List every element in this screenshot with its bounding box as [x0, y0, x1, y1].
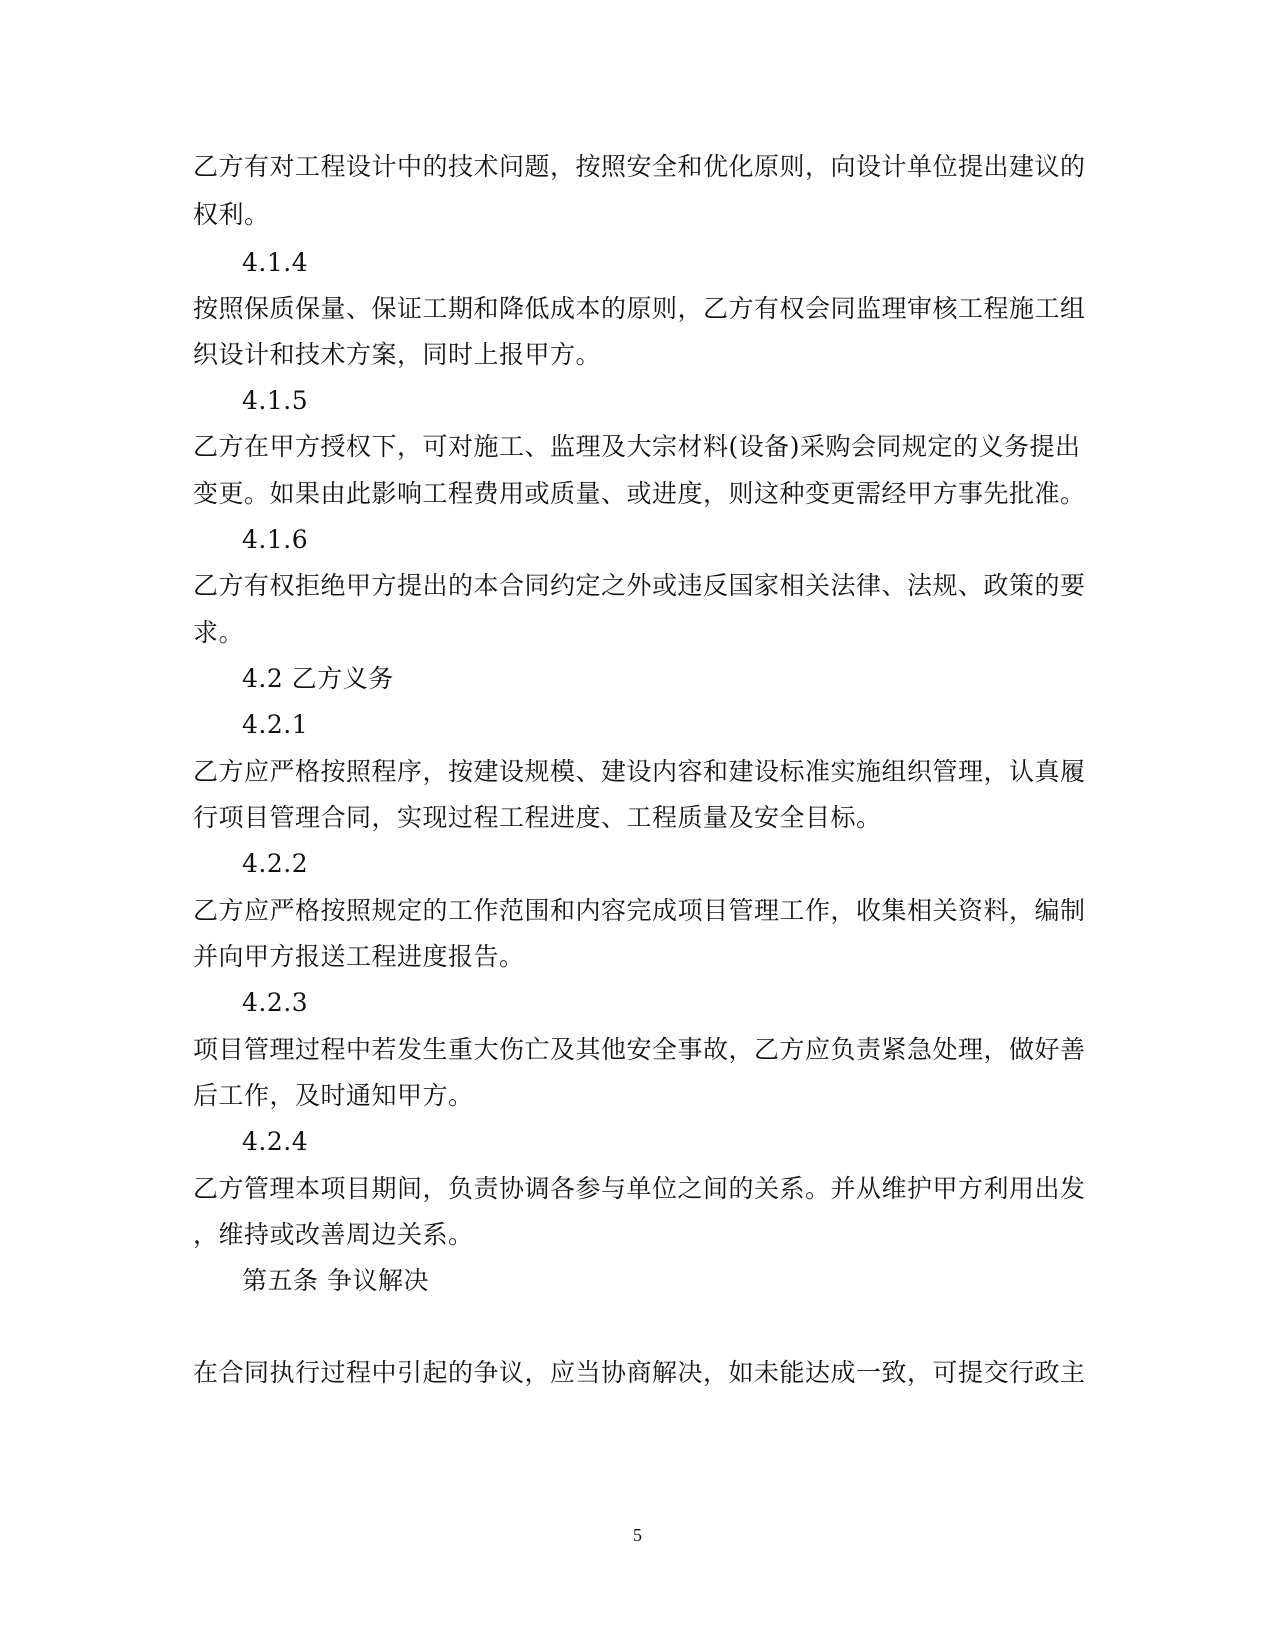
article-heading: 第五条 争议解决 — [242, 1266, 429, 1295]
clause-number: 4.2.4 — [242, 1127, 309, 1156]
clause-number: 4.2.3 — [242, 988, 309, 1017]
clause-number: 4.2.1 — [242, 710, 309, 739]
clause-number: 4.2.2 — [242, 849, 309, 878]
body-text-line: 乙方管理本项目期间，负责协调各参与单位之间的关系。并从维护甲方利用出发 — [193, 1174, 1086, 1203]
body-text-line: 乙方应严格按照规定的工作范围和内容完成项目管理工作，收集相关资料，编制 — [193, 896, 1086, 925]
body-text-line: 在合同执行过程中引起的争议，应当协商解决，如未能达成一致，可提交行政主 — [193, 1358, 1086, 1387]
clause-number: 4.1.4 — [242, 248, 309, 277]
body-text-line: 后工作，及时通知甲方。 — [193, 1081, 474, 1110]
clause-number: 4.1.6 — [242, 525, 309, 554]
body-text-line: 乙方有对工程设计中的技术问题，按照安全和优化原则，向设计单位提出建议的 — [193, 152, 1086, 181]
clause-number: 4.1.5 — [242, 386, 309, 415]
body-text-line: 织设计和技术方案，同时上报甲方。 — [193, 340, 602, 369]
body-text-line: 乙方应严格按照程序，按建设规模、建设内容和建设标准实施组织管理，认真履 — [193, 757, 1086, 786]
body-text-line: 变更。如果由此影响工程费用或质量、或进度，则这种变更需经甲方事先批准。 — [193, 479, 1086, 508]
body-text-line: 权利。 — [193, 200, 270, 229]
body-text-line: 行项目管理合同，实现过程工程进度、工程质量及安全目标。 — [193, 803, 882, 832]
body-text-line: 求。 — [193, 618, 245, 647]
body-text-line: 并向甲方报送工程进度报告。 — [193, 942, 525, 971]
page-number: 5 — [633, 1525, 642, 1545]
body-text-line: 乙方在甲方授权下，可对施工、监理及大宗材料(设备)采购会同规定的义务提出 — [193, 432, 1081, 461]
section-heading: 4.2 乙方义务 — [242, 664, 394, 693]
body-text-line: 乙方有权拒绝甲方提出的本合同约定之外或违反国家相关法律、法规、政策的要 — [193, 571, 1086, 600]
body-text-line: ，维持或改善周边关系。 — [193, 1220, 474, 1249]
body-text-line: 按照保质保量、保证工期和降低成本的原则，乙方有权会同监理审核工程施工组 — [193, 294, 1086, 323]
body-text-line: 项目管理过程中若发生重大伤亡及其他安全事故，乙方应负责紧急处理，做好善 — [193, 1035, 1086, 1064]
